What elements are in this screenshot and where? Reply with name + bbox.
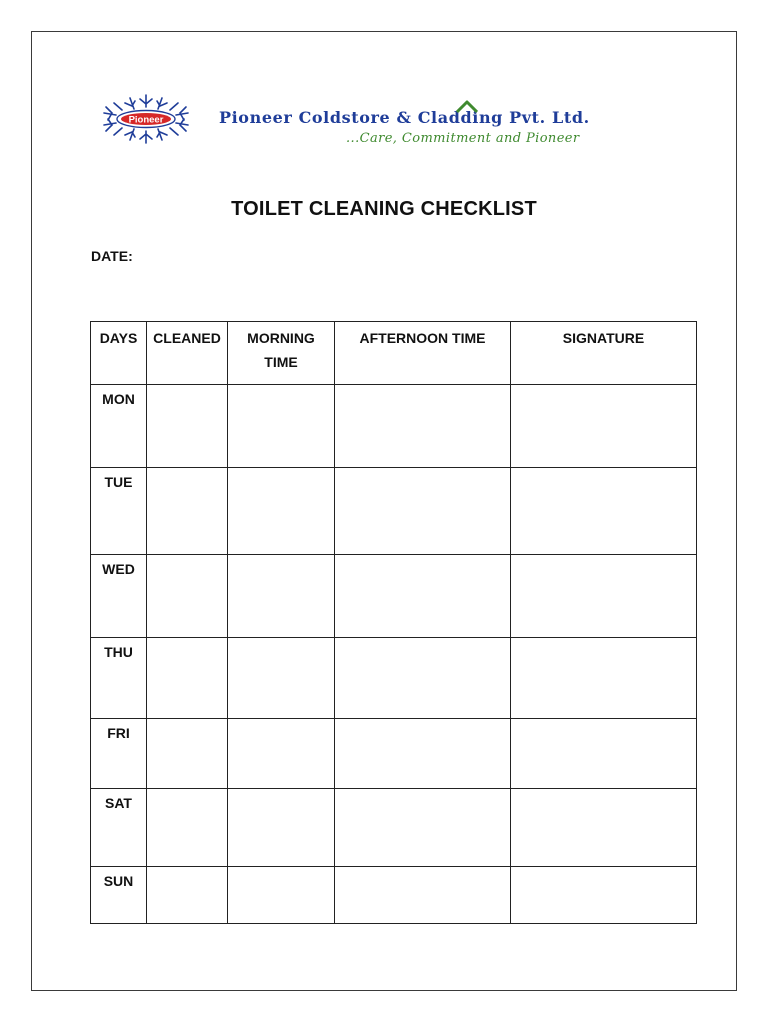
morning-time-cell[interactable]: [228, 468, 335, 555]
cleaning-checklist-table: [90, 321, 697, 924]
cleaned-cell[interactable]: [147, 385, 228, 468]
day-cell: WED: [91, 555, 147, 638]
cleaned-cell[interactable]: [147, 468, 228, 555]
signature-cell[interactable]: [511, 867, 697, 924]
day-cell: SAT: [91, 789, 147, 867]
signature-cell[interactable]: [511, 638, 697, 719]
signature-cell[interactable]: [511, 719, 697, 789]
cleaned-cell[interactable]: [147, 638, 228, 719]
document-title: TOILET CLEANING CHECKLIST: [231, 198, 537, 220]
company-tagline: ...Care, Commitment and Pioneer: [346, 131, 580, 146]
signature-cell[interactable]: [511, 789, 697, 867]
day-cell: FRI: [91, 719, 147, 789]
snowflake-logo-icon: [100, 93, 192, 145]
morning-time-cell[interactable]: [228, 385, 335, 468]
signature-cell[interactable]: [511, 468, 697, 555]
date-label: DATE:: [91, 248, 133, 264]
morning-time-cell[interactable]: [228, 638, 335, 719]
afternoon-time-cell[interactable]: [335, 555, 511, 638]
logo-text: Pioneer: [128, 114, 164, 126]
cleaned-cell[interactable]: [147, 555, 228, 638]
morning-time-cell[interactable]: [228, 555, 335, 638]
table-row: [91, 867, 697, 924]
day-cell: TUE: [91, 468, 147, 555]
column-header-cleaned: CLEANED: [147, 322, 228, 385]
cleaned-cell[interactable]: [147, 867, 228, 924]
signature-cell[interactable]: [511, 385, 697, 468]
column-header-days: DAYS: [91, 322, 147, 385]
table-row: [91, 719, 697, 789]
afternoon-time-cell[interactable]: [335, 468, 511, 555]
afternoon-time-cell[interactable]: [335, 867, 511, 924]
table-row: [91, 468, 697, 555]
signature-cell[interactable]: [511, 555, 697, 638]
morning-time-cell[interactable]: [228, 867, 335, 924]
table-row: [91, 385, 697, 468]
column-header-afternoon-time: AFTERNOON TIME: [335, 322, 511, 385]
table-row: [91, 638, 697, 719]
afternoon-time-cell[interactable]: [335, 719, 511, 789]
afternoon-time-cell[interactable]: [335, 638, 511, 719]
roof-icon: [456, 100, 478, 114]
table-header-row: [91, 322, 697, 385]
table-row: [91, 555, 697, 638]
morning-time-cell[interactable]: [228, 719, 335, 789]
cleaned-cell[interactable]: [147, 719, 228, 789]
day-cell: MON: [91, 385, 147, 468]
afternoon-time-cell[interactable]: [335, 789, 511, 867]
company-name: Pioneer Coldstore & Cladding Pvt. Ltd.: [219, 108, 590, 127]
column-header-morning-time: MORNING TIME: [228, 322, 335, 385]
afternoon-time-cell[interactable]: [335, 385, 511, 468]
column-header-signature: SIGNATURE: [511, 322, 697, 385]
table-row: [91, 789, 697, 867]
day-cell: SUN: [91, 867, 147, 924]
day-cell: THU: [91, 638, 147, 719]
cleaned-cell[interactable]: [147, 789, 228, 867]
morning-time-cell[interactable]: [228, 789, 335, 867]
